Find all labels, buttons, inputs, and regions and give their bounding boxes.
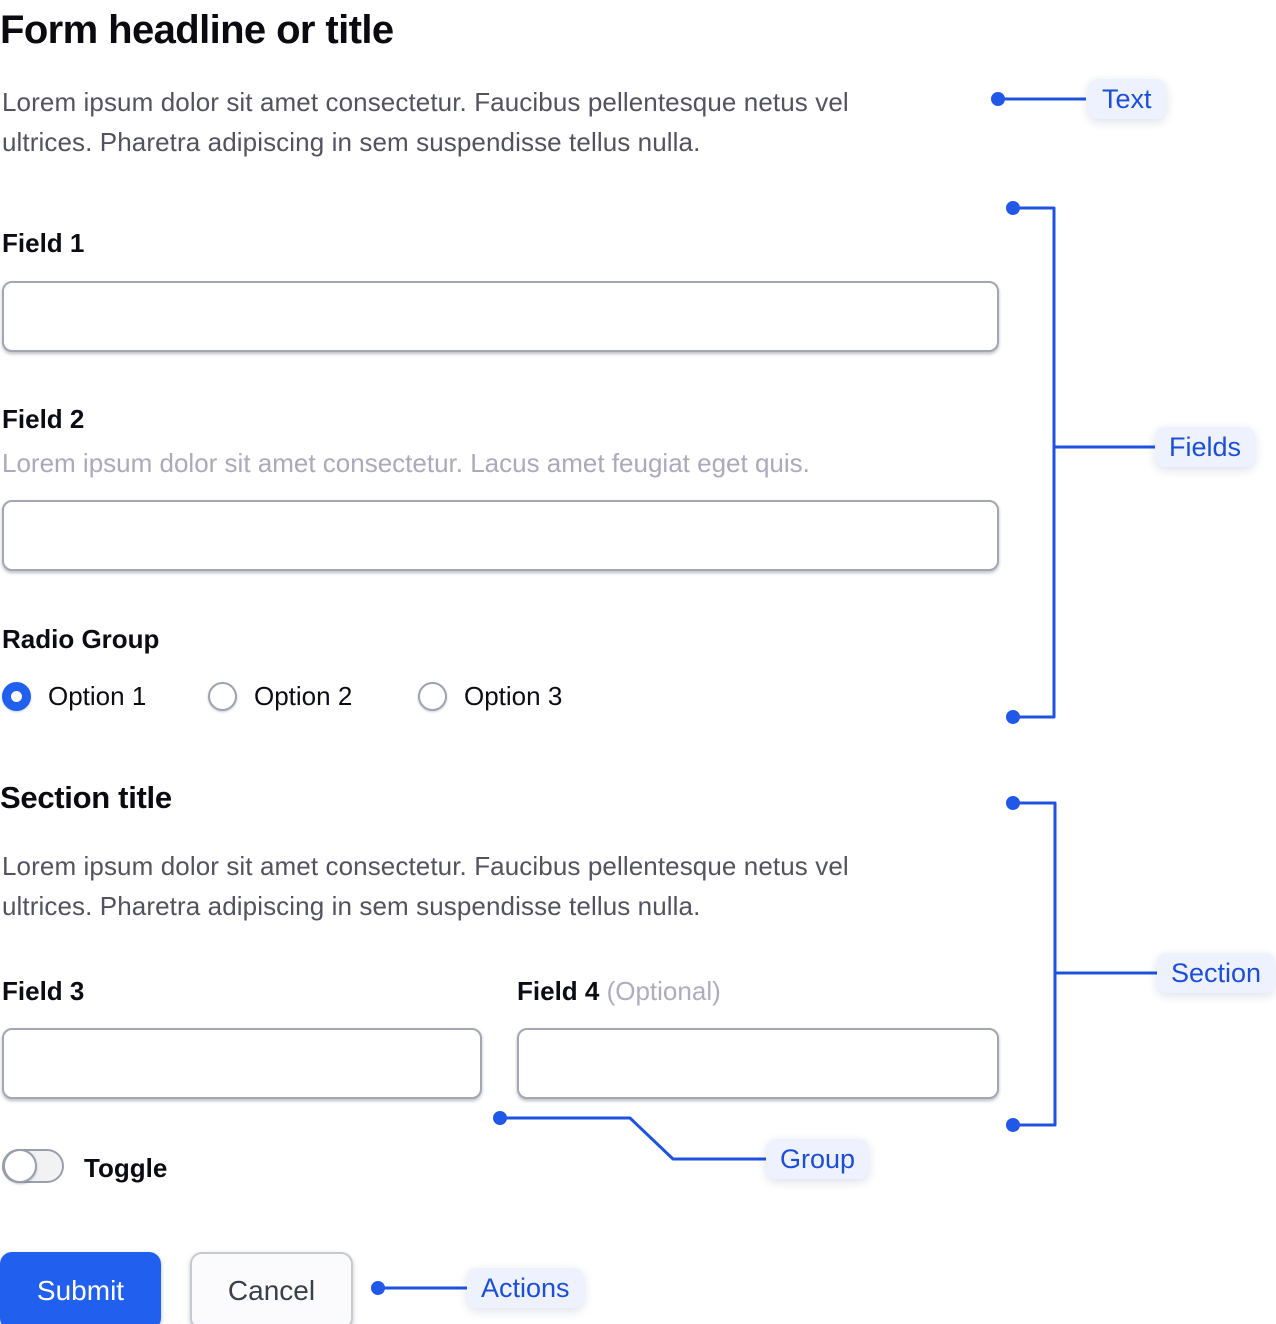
field2-helper-text: Lorem ipsum dolor sit amet consectetur. Lacus amet feugiat eget quis. [2, 448, 810, 478]
annotation-group-label: Group [766, 1139, 869, 1179]
group-connector [500, 1118, 768, 1159]
field4-input[interactable] [517, 1028, 999, 1099]
toggle-switch[interactable] [2, 1149, 64, 1183]
radio-option-1[interactable] [2, 681, 146, 712]
section-bracket [1013, 803, 1055, 1125]
field4-label [517, 976, 721, 1007]
actions-anchor-dot [371, 1281, 385, 1295]
radio-group-label: Radio Group [2, 624, 160, 654]
field3-label: Field 3 [2, 976, 85, 1006]
submit-button[interactable]: Submit [0, 1252, 161, 1324]
radio-option-label: Option 2 [254, 681, 353, 711]
field2-input[interactable] [2, 500, 999, 571]
annotation-actions-label: Actions [467, 1268, 584, 1308]
field3-input[interactable] [2, 1028, 482, 1099]
section-title: Section title [0, 780, 172, 815]
field1-input[interactable] [2, 281, 999, 352]
radio-button-icon[interactable] [418, 682, 447, 711]
radio-button-icon[interactable] [2, 682, 31, 711]
field1-label: Field 1 [2, 228, 85, 258]
field2-label: Field 2 [2, 404, 85, 434]
annotation-fields-label: Fields [1155, 427, 1255, 467]
section-bottom-anchor-dot [1006, 1118, 1020, 1132]
radio-option-2[interactable] [208, 681, 352, 712]
group-anchor-dot [493, 1111, 507, 1125]
fields-bottom-anchor-dot [1006, 710, 1020, 724]
text-anchor-dot [991, 92, 1005, 106]
radio-option-3[interactable] [418, 681, 562, 712]
field4-label-text: Field 4 [517, 976, 600, 1006]
toggle-knob[interactable] [3, 1149, 37, 1183]
annotation-text-label: Text [1088, 79, 1166, 119]
radio-option-label: Option 3 [464, 681, 563, 711]
annotation-section-label: Section [1157, 953, 1275, 993]
section-top-anchor-dot [1006, 796, 1020, 810]
cancel-button[interactable]: Cancel [190, 1252, 353, 1324]
intro-text: Lorem ipsum dolor sit amet consectetur. Faucibus pellentesque netus vel ultrices. Pharetra adipiscing in sem suspendisse tellus nulla. [2, 87, 849, 157]
radio-button-icon[interactable] [208, 682, 237, 711]
field4-optional-hint: (Optional) [606, 976, 721, 1006]
section-description: Lorem ipsum dolor sit amet consectetur. Faucibus pellentesque netus vel ultrices. Pharetra adipiscing in sem suspendisse tellus nulla. [2, 851, 849, 921]
fields-top-anchor-dot [1006, 201, 1020, 215]
radio-option-label: Option 1 [48, 681, 147, 711]
toggle-label: Toggle [84, 1153, 168, 1183]
form-headline: Form headline or title [0, 8, 394, 52]
fields-bracket [1013, 208, 1054, 717]
